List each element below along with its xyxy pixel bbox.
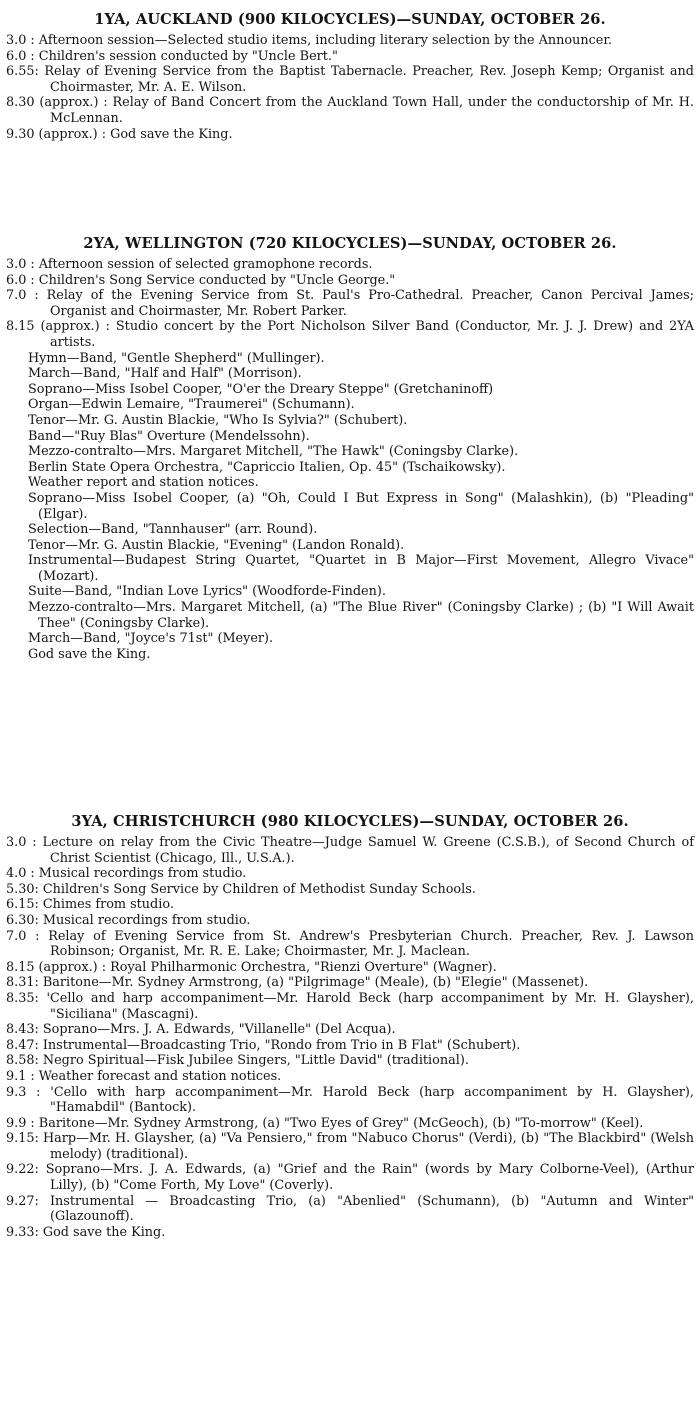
program-item: March—Band, "Half and Half" (Morrison).	[28, 366, 302, 382]
program-list	[0, 33, 700, 142]
program-item: Instrumental—Budapest String Quartet, "Quartet in B Major—First Movement, Allegro Vivace" (Mozart).	[28, 553, 694, 584]
program-entry: 5.30: Children's Song Service by Children of Methodist Sunday Schools.	[6, 881, 476, 897]
program-entry: 9.27: Instrumental — Broadcasting Trio, (a) "Abenlied" (Schumann), (b) "Autumn and Winter" (Glazounoff).	[6, 1193, 694, 1225]
station-section-2ya	[0, 234, 700, 662]
section-header: 3YA, CHRISTCHURCH (980 KILOCYCLES)—SUNDAY, OCTOBER 26.	[71, 813, 629, 830]
program-entry: 9.33: God save the King.	[6, 1224, 166, 1240]
program-entry: 9.15: Harp—Mr. H. Glaysher, (a) "Va Pensiero," from "Nabuco Chorus" (Verdi), (b) "The Blackbird" (Welsh melody) (traditional).	[6, 1131, 694, 1162]
program-entry: 3.0 : Afternoon session—Selected studio items, including literary selection by the Announcer.	[6, 33, 613, 48]
program-entry: 3.0 : Afternoon session of selected gramophone records.	[6, 257, 373, 272]
station-section-1ya	[0, 10, 700, 142]
program-item: Soprano—Miss Isobel Cooper, (a) "Oh, Could I But Express in Song" (Malashkin), (b) "Pleading" (Elgar).	[28, 490, 694, 522]
program-entry: 7.0 : Relay of the Evening Service from St. Paul's Pro-Cathedral. Preacher, Canon Percival James; Organist and Choirmaster, Mr. Robert Parker.	[6, 288, 694, 319]
program-item: Soprano—Miss Isobel Cooper, "O'er the Dreary Steppe" (Gretchaninoff)	[28, 381, 494, 397]
program-entry: 6.15: Chimes from studio.	[6, 897, 174, 913]
program-entry: 8.47: Instrumental—Broadcasting Trio, "Rondo from Trio in B Flat" (Schubert).	[6, 1037, 521, 1053]
program-entry: 9.22: Soprano—Mrs. J. A. Edwards, (a) "Grief and the Rain" (words by Mary Colborne-Veel), (Arthur Lilly), (b) "Come Forth, My Love" (Coverly).	[6, 1162, 694, 1194]
program-list	[0, 835, 700, 1240]
program-item: Tenor—Mr. G. Austin Blackie, "Who Is Sylvia?" (Schubert).	[28, 412, 408, 428]
program-item: March—Band, "Joyce's 71st" (Meyer).	[28, 631, 274, 647]
program-entry: 8.43: Soprano—Mrs. J. A. Edwards, "Villanelle" (Del Acqua).	[6, 1022, 396, 1038]
station-section-3ya	[0, 812, 700, 1240]
program-entry: 6.30: Musical recordings from studio.	[6, 912, 251, 928]
program-item: Berlin State Opera Orchestra, "Capriccio Italien, Op. 45" (Tschaikowsky).	[28, 459, 506, 475]
program-item: Selection—Band, "Tannhauser" (arr. Round).	[28, 522, 318, 538]
program-item: God save the King.	[28, 646, 151, 662]
program-entry: 8.58: Negro Spiritual—Fisk Jubilee Singers, "Little David" (traditional).	[6, 1053, 469, 1069]
section-header: 1YA, AUCKLAND (900 KILOCYCLES)—SUNDAY, OCTOBER 26.	[94, 11, 606, 28]
program-entry: 4.0 : Musical recordings from studio.	[6, 866, 247, 882]
section-header: 2YA, WELLINGTON (720 KILOCYCLES)—SUNDAY, OCTOBER 26.	[83, 235, 617, 252]
program-entry: 7.0 : Relay of Evening Service from St. Andrew's Presbyterian Church. Preacher, Rev. J. Lawson Robinson; Organist, Mr. R. E. Lake; Choirmaster, Mr. J. Maclean.	[6, 928, 694, 960]
program-item: Mezzo-contralto—Mrs. Margaret Mitchell, (a) "The Blue River" (Coningsby Clarke) ; (b) "I Will Await Thee" (Coningsby Clarke).	[28, 600, 694, 631]
program-entry: 8.30 (approx.) : Relay of Band Concert from the Auckland Town Hall, under the conductorship of Mr. H. McLennan.	[6, 95, 694, 126]
program-item: Suite—Band, "Indian Love Lyrics" (Woodforde-Finden).	[28, 584, 386, 600]
program-entry: 3.0 : Lecture on relay from the Civic Theatre—Judge Samuel W. Greene (C.S.B.), of Second Church of Christ Scientist (Chicago, Ill., U.S.A.).	[6, 835, 694, 866]
program-entry: 8.31: Baritone—Mr. Sydney Armstrong, (a) "Pilgrimage" (Meale), (b) "Elegie" (Massenet).	[6, 975, 589, 991]
program-entry: 6.55: Relay of Evening Service from the Baptist Tabernacle. Preacher, Rev. Joseph Kemp; Organist and Choirmaster, Mr. A. E. Wilson.	[6, 64, 694, 95]
program-item: Band—"Ruy Blas" Overture (Mendelssohn).	[28, 428, 310, 444]
program-entry: 9.1 : Weather forecast and station notices.	[6, 1068, 282, 1084]
program-entry: 6.0 : Children's session conducted by "Uncle Bert."	[6, 48, 338, 64]
program-entry: 8.35: 'Cello and harp accompaniment—Mr. Harold Beck (harp accompaniment by Mr. H. Glaysher), "Siciliana" (Mascagni).	[6, 990, 694, 1022]
program-entry: 8.15 (approx.) : Studio concert by the Port Nicholson Silver Band (Conductor, Mr. J. J. Drew) and 2YA artists.	[6, 319, 694, 350]
program-entry: 9.3 : 'Cello with harp accompaniment—Mr. Harold Beck (harp accompaniment by H. Glaysher), "Hamabdil" (Bantock).	[6, 1084, 694, 1116]
program-entry: 8.15 (approx.) : Royal Philharmonic Orchestra, "Rienzi Overture" (Wagner).	[6, 959, 497, 975]
program-item: Mezzo-contralto—Mrs. Margaret Mitchell, "The Hawk" (Coningsby Clarke).	[28, 444, 519, 460]
program-list	[0, 257, 700, 662]
program-item: Weather report and station notices.	[28, 475, 259, 491]
program-item: Tenor—Mr. G. Austin Blackie, "Evening" (Landon Ronald).	[28, 537, 405, 553]
program-entry: 6.0 : Children's Song Service conducted by "Uncle George."	[6, 272, 396, 288]
program-item: Organ—Edwin Lemaire, "Traumerei" (Schumann).	[28, 397, 355, 413]
program-entry: 9.30 (approx.) : God save the King.	[6, 126, 233, 142]
program-entry: 9.9 : Baritone—Mr. Sydney Armstrong, (a) "Two Eyes of Grey" (McGeoch), (b) "To-morrow" (Keel).	[6, 1115, 644, 1131]
program-item: Hymn—Band, "Gentle Shepherd" (Mullinger).	[28, 350, 325, 366]
